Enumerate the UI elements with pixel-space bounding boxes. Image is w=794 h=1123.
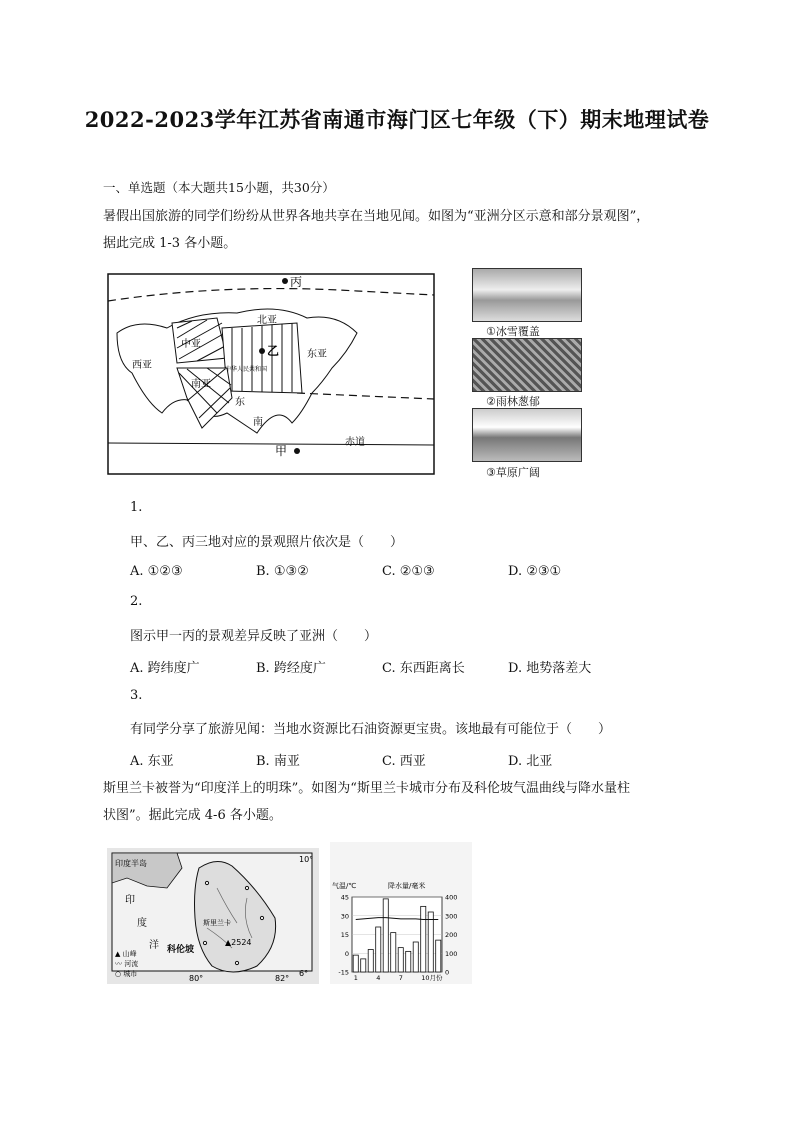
y-tick-label: 0 (344, 949, 349, 958)
precip-bar (398, 948, 403, 972)
x-tick-label: 7 (398, 974, 403, 982)
photo-caption: ③草原广阔 (486, 466, 540, 479)
option[interactable]: A. 东亚 (130, 754, 174, 769)
option[interactable]: C. 西亚 (382, 754, 426, 769)
legend-city: ○ 城市 (115, 970, 138, 978)
question-text: 有同学分享了旅游见闻：当地水资源比石油资源更宝贵。该地最有可能位于（ ） (130, 722, 612, 737)
legend-peak: ▲ 山峰 (115, 950, 137, 958)
photo-grassland (472, 408, 582, 462)
point-bing (282, 278, 288, 284)
sri-lanka-map (107, 848, 319, 984)
label-west-asia: 西亚 (132, 360, 152, 371)
asia-region-map (107, 273, 435, 475)
option[interactable]: A. ①②③ (130, 564, 183, 579)
question-text: 图示甲一丙的景观差异反映了亚洲（ ） (130, 629, 378, 644)
intro-paragraph-2 (103, 775, 703, 829)
precip-bar (353, 955, 358, 972)
y-tick-label: 15 (340, 931, 349, 939)
question-number: 3. (130, 688, 143, 703)
option-row (130, 750, 690, 769)
y-tick-label: 30 (340, 912, 349, 921)
label-southeast: 东 (235, 397, 245, 408)
label-lon-right: 82° (275, 974, 290, 983)
label-peak: ▲2524 (225, 938, 252, 947)
y-tick-label: -15 (338, 968, 349, 977)
precip-bar (436, 940, 441, 972)
climate-chart (330, 842, 472, 984)
label-bing: 丙 (290, 275, 303, 289)
precip-bar (376, 927, 381, 972)
intro-line: 据此完成 1-3 各小题。 (103, 236, 237, 251)
label-east-asia: 东亚 (307, 349, 327, 360)
intro-paragraph-1 (103, 203, 703, 257)
intro-line: 状图”。据此完成 4-6 各小题。 (103, 808, 282, 823)
photo-rainforest (472, 338, 582, 392)
y2-tick-label: 0 (445, 968, 450, 977)
label-south-asia: 南亚 (191, 379, 211, 390)
label-lat-top: 10° (299, 855, 314, 864)
section-heading: 一、单选题（本大题共15小题，共30分） (103, 180, 335, 195)
legend-river: 〰 河流 (115, 960, 139, 968)
x-tick-label: 4 (376, 974, 381, 982)
option[interactable]: A. 跨纬度广 (130, 661, 200, 676)
y-tick-label: 45 (340, 893, 349, 902)
x-tick-label: 10月份 (421, 974, 443, 982)
option[interactable]: B. 跨经度广 (256, 661, 326, 676)
precip-bar (361, 959, 366, 972)
precip-bar (413, 942, 418, 972)
photo-snow (472, 268, 582, 322)
landscape-photos (472, 268, 580, 484)
precip-bar (428, 912, 433, 972)
y2-tick-label: 200 (445, 931, 458, 939)
y2-tick-label: 100 (445, 949, 458, 958)
option-row (130, 564, 690, 579)
label-lat-bottom: 6° (299, 969, 309, 978)
option[interactable]: B. ①③② (256, 564, 309, 579)
x-tick-label: 1 (353, 974, 358, 982)
label-capital: 科伦坡 (167, 945, 195, 955)
option[interactable]: C. ②①③ (382, 564, 435, 579)
label-country: 斯里兰卡 (203, 919, 231, 927)
label-india-peninsula: 印度半岛 (115, 859, 147, 868)
label-central-asia: 中亚 (181, 339, 201, 350)
label-ocean-1: 印 (125, 895, 135, 906)
label-ocean-3: 洋 (149, 940, 159, 951)
option[interactable]: B. 南亚 (256, 754, 300, 769)
photo-caption: ②雨林葱郁 (486, 395, 540, 408)
page-title: 2022-2023学年江苏省南通市海门区七年级（下）期末地理试卷 (84, 107, 710, 132)
photo-caption: ①冰雪覆盖 (486, 325, 540, 338)
option[interactable]: C. 东西距离长 (382, 661, 465, 676)
label-southeast-2: 南 (253, 417, 263, 428)
label-north-asia: 北亚 (257, 315, 277, 326)
precip-bar (406, 951, 411, 972)
option[interactable]: D. 地势落差大 (508, 661, 592, 676)
option[interactable]: D. ②③① (508, 564, 562, 579)
point-jia (294, 448, 300, 454)
label-china: 中华人民共和国 (225, 366, 268, 373)
precip-bar (368, 950, 373, 973)
precip-bar (383, 899, 388, 972)
option-row (130, 657, 690, 676)
option[interactable]: D. 北亚 (508, 754, 553, 769)
label-ocean-2: 度 (137, 918, 147, 929)
temp-axis-label: 气温/℃ (332, 882, 357, 890)
y2-tick-label: 400 (445, 893, 458, 902)
label-equator: 赤道 (345, 437, 365, 448)
precip-bar (391, 933, 396, 972)
intro-line: 斯里兰卡被誉为“印度洋上的明珠”。如图为“斯里兰卡城市分布及科伦坡气温曲线与降水量柱 (103, 781, 630, 796)
label-yi: 乙 (267, 344, 280, 358)
question-text: 甲、乙、丙三地对应的景观照片依次是（ ） (130, 535, 404, 550)
label-lon-left: 80° (189, 974, 204, 983)
y2-tick-label: 300 (445, 912, 458, 921)
label-jia: 甲 (275, 444, 288, 458)
point-yi (259, 348, 265, 354)
question-number: 1. (130, 500, 143, 515)
intro-line: 暑假出国旅游的同学们纷纷从世界各地共享在当地见闻。如图为“亚洲分区示意和部分景观图”， (103, 209, 650, 224)
precip-axis-label: 降水量/毫米 (388, 882, 426, 890)
question-number: 2. (130, 594, 143, 609)
precip-bar (421, 906, 426, 972)
